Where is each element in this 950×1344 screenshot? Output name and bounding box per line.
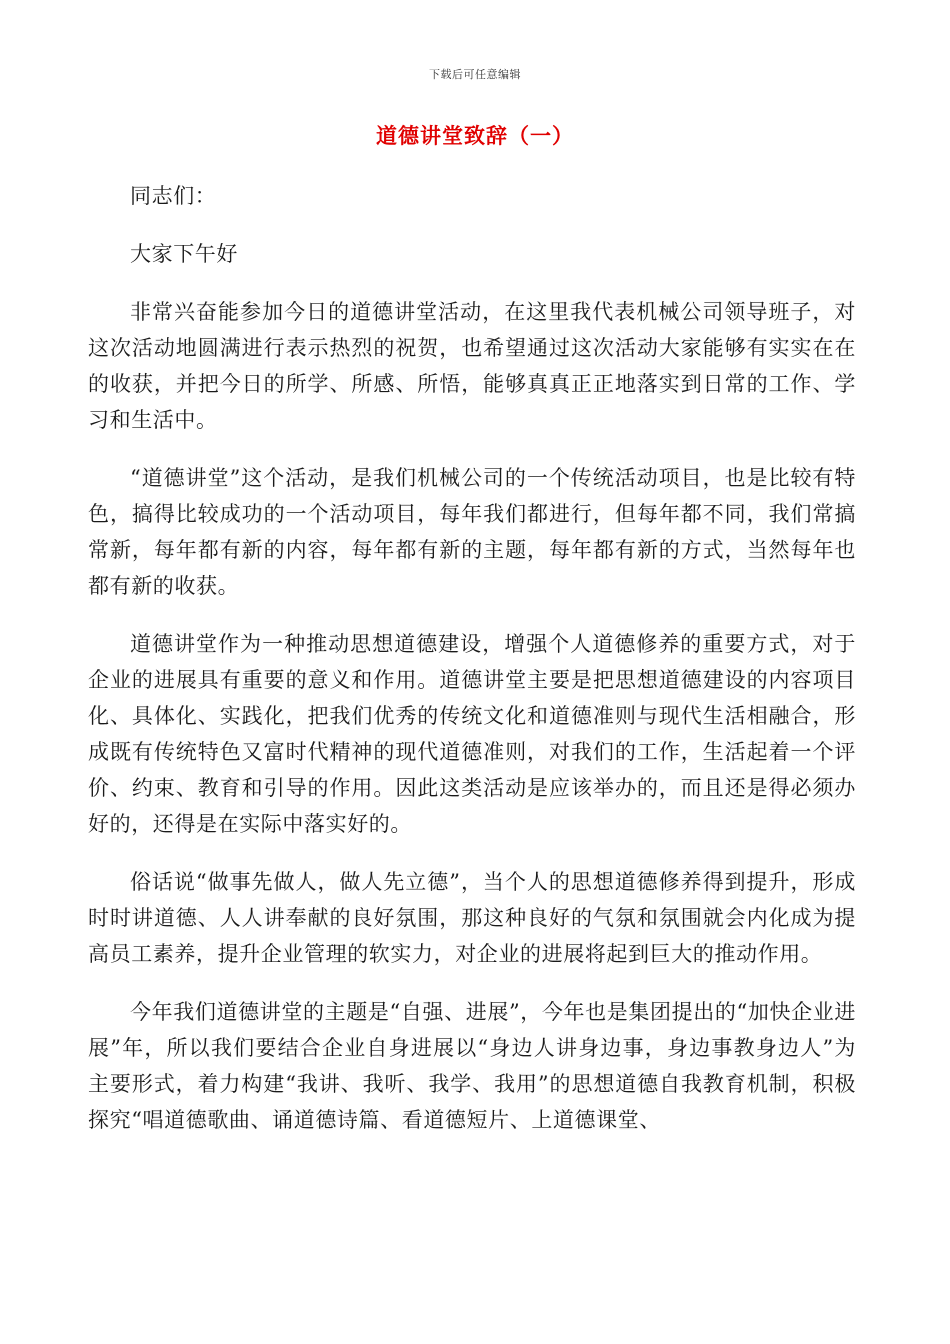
paragraph: 非常兴奋能参加今日的道德讲堂活动，在这里我代表机械公司领导班子，对这次活动地圆满进行表示热烈的祝贺，也希望通过这次活动大家能够有实实在在的收获，并把今日的所学、所感、所悟，能够真真正正地落实到日常的工作、学习和生活中。 xyxy=(88,300,856,432)
header-note: 下载后可任意编辑 xyxy=(429,68,521,81)
paragraph: 俗话说“做事先做人，做人先立德”，当个人的思想道德修养得到提升，形成时时讲道德、人人讲奉献的良好氛围，那这种良好的气氛和氛围就会内化成为提高员工素养，提升企业管理的软实力，对企业的进展将起到巨大的推动作用。 xyxy=(88,870,856,966)
document-body xyxy=(88,178,856,1160)
paragraph: 道德讲堂作为一种推动思想道德建设，增强个人道德修养的重要方式，对于企业的进展具有重要的意义和作用。道德讲堂主要是把思想道德建设的内容项目化、具体化、实践化，把我们优秀的传统文化和道德准则与现代生活相融合，形成既有传统特色又富时代精神的现代道德准则，对我们的工作，生活起着一个评价、约束、教育和引导的作用。因此这类活动是应该举办的，而且还是得必须办好的，还得是在实际中落实好的。 xyxy=(88,632,856,836)
greeting: 大家下午好 xyxy=(130,242,238,266)
document-title: 道德讲堂致辞（一） xyxy=(376,123,574,148)
salutation: 同志们： xyxy=(130,184,217,208)
paragraph: 今年我们道德讲堂的主题是“自强、进展”，今年也是集团提出的“加快企业进展”年，所以我们要结合企业自身进展以“身边人讲身边事，身边事教身边人”为主要形式，着力构建“我讲、我听、我学、我用”的思想道德自我教育机制，积极探究“唱道德歌曲、诵道德诗篇、看道德短片、上道德课堂、 xyxy=(88,1000,856,1132)
paragraph: “道德讲堂”这个活动，是我们机械公司的一个传统活动项目，也是比较有特色，搞得比较成功的一个活动项目，每年我们都进行，但每年都不同，我们常搞常新，每年都有新的内容，每年都有新的主题，每年都有新的方式，当然每年也都有新的收获。 xyxy=(88,466,856,598)
